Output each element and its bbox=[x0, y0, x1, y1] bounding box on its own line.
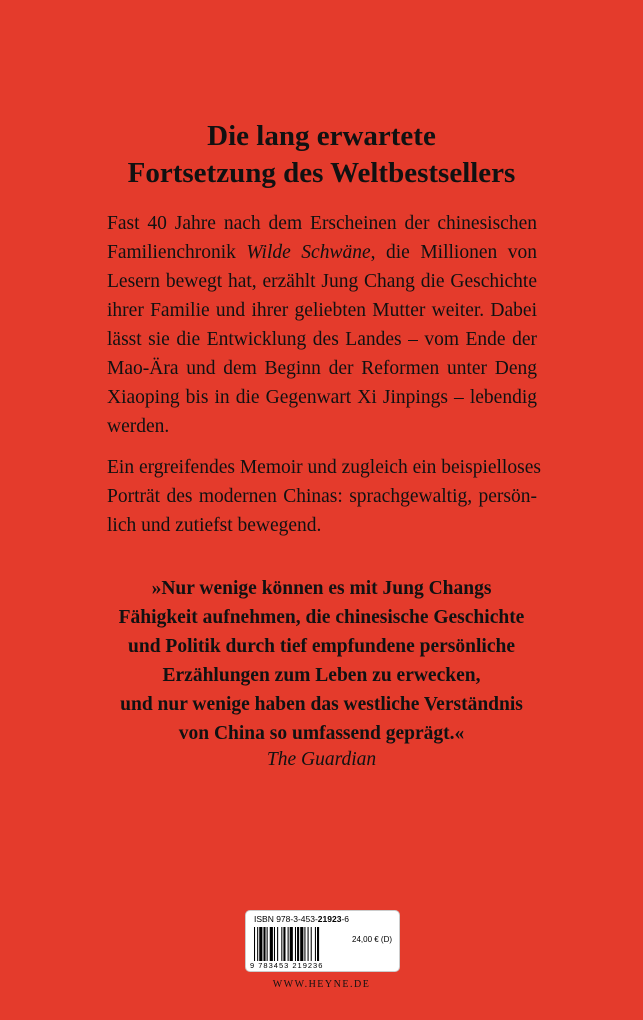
isbn-number bbox=[254, 914, 349, 924]
headline-line-1: Die lang erwartete bbox=[207, 120, 436, 152]
paragraph-line bbox=[107, 238, 537, 267]
barcode-digits: 9 783453 219236 bbox=[250, 961, 324, 970]
barcode-icon bbox=[254, 927, 348, 961]
quote-line: und Politik durch tief empfundene persönliche bbox=[128, 636, 515, 657]
quote-line: »Nur wenige können es mit Jung Changs bbox=[151, 578, 492, 599]
headline bbox=[60, 118, 583, 192]
isbn-barcode-label bbox=[245, 910, 400, 972]
paragraph-line: Ein ergreifendes Memoir und zugleich ein beispielloses bbox=[107, 457, 541, 478]
quote-line: von China so umfassend geprägt.« bbox=[178, 723, 465, 744]
paragraph-text: , die Millionen von bbox=[370, 242, 537, 263]
isbn-bold: 21923 bbox=[317, 914, 342, 924]
paragraph-line: werden. bbox=[107, 416, 170, 437]
price-label: 24,00 € (D) bbox=[352, 935, 393, 944]
paragraph-line: lässt sie die Entwicklung des Landes – vom Ende der bbox=[107, 329, 537, 350]
isbn-prefix: ISBN 978-3-453- bbox=[254, 914, 318, 924]
headline-line-2: Fortsetzung des Weltbestsellers bbox=[127, 157, 516, 189]
paragraph-line: ihrer Familie und ihrer geliebten Mutter weiter. Dabei bbox=[107, 300, 537, 321]
quote-line: Fähigkeit aufnehmen, die chinesische Geschichte bbox=[118, 607, 525, 628]
quote-line: und nur wenige haben das westliche Verständnis bbox=[120, 694, 523, 715]
isbn-suffix: -6 bbox=[341, 914, 349, 924]
description-paragraph-1 bbox=[107, 209, 537, 441]
paragraph-line: Xiaoping bis in die Gegenwart Xi Jinpings – lebendig bbox=[107, 387, 537, 408]
paragraph-line: Fast 40 Jahre nach dem Erscheinen der chinesischen bbox=[107, 213, 537, 234]
description-paragraph-2 bbox=[107, 453, 541, 540]
paragraph-line: lich und zutiefst bewegend. bbox=[107, 515, 322, 536]
paragraph-line: Mao-Ära und dem Beginn der Reformen unter Deng bbox=[107, 358, 537, 379]
paragraph-text: Familienchronik bbox=[107, 242, 247, 263]
book-title-reference: Wilde Schwäne bbox=[246, 242, 371, 263]
publisher-website: WWW.HEYNE.DE bbox=[272, 979, 371, 990]
quote-line: Erzählungen zum Leben zu erwecken, bbox=[162, 665, 481, 686]
quote-source: The Guardian bbox=[266, 749, 377, 770]
paragraph-line: Lesern bewegt hat, erzählt Jung Chang die Geschichte bbox=[107, 271, 537, 292]
press-quote bbox=[80, 574, 563, 748]
paragraph-line: Porträt des modernen Chinas: sprachgewaltig, persön- bbox=[107, 486, 537, 507]
